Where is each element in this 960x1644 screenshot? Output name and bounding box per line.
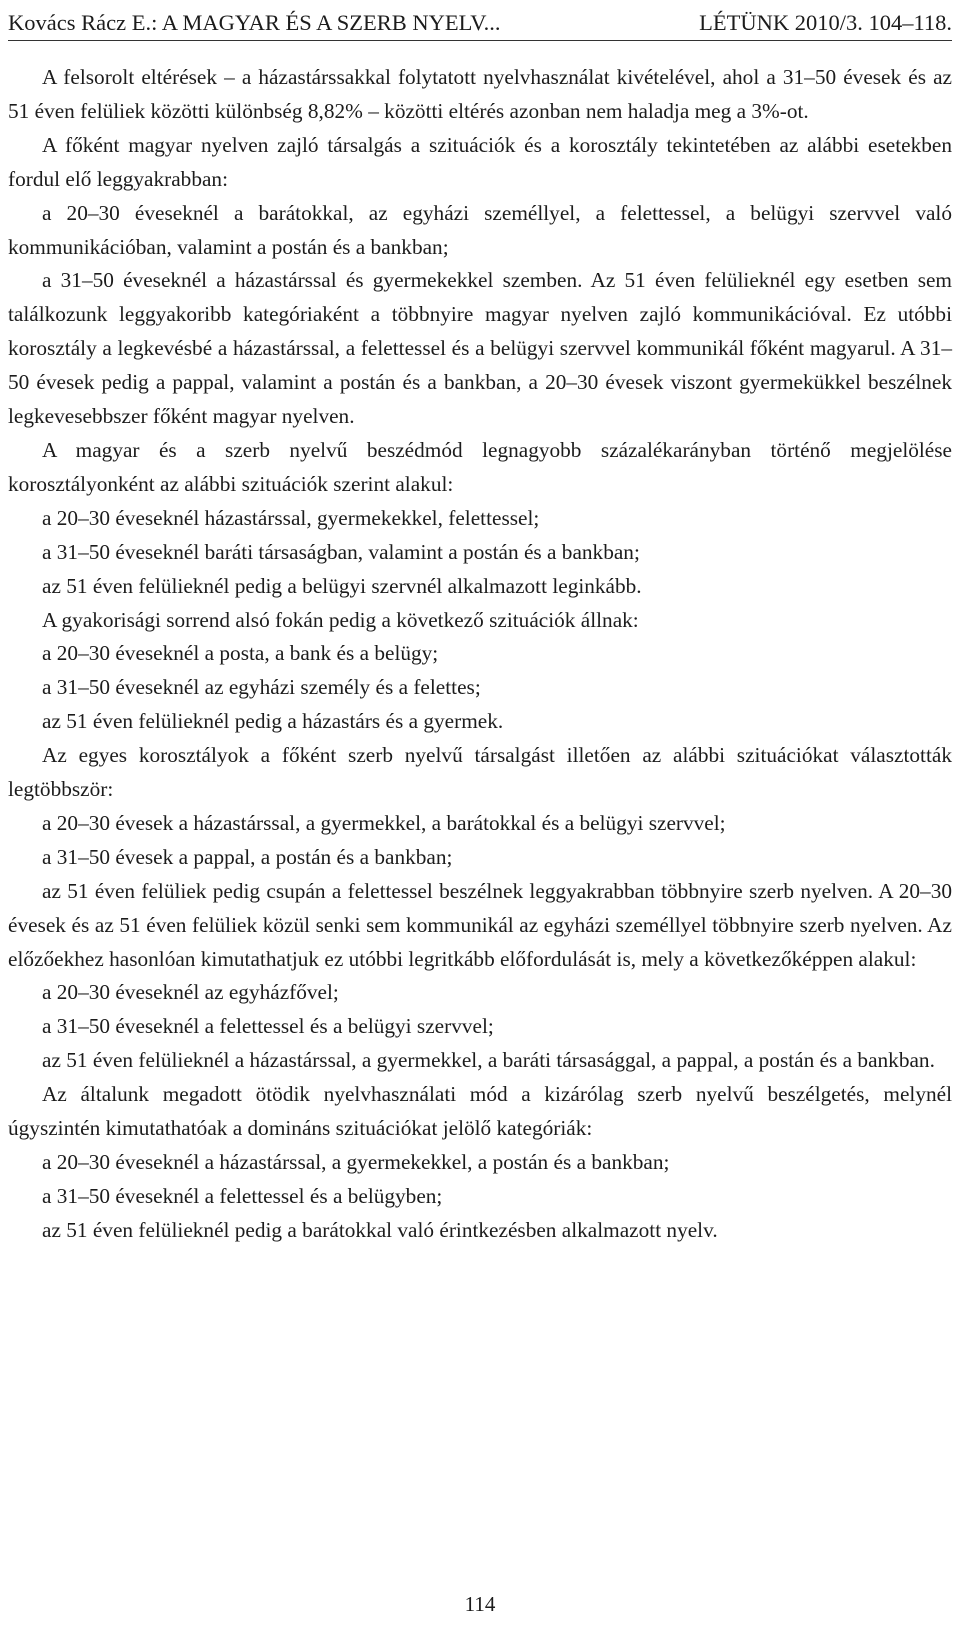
paragraph: A gyakorisági sorrend alsó fokán pedig a következő szituációk állnak: [42, 607, 639, 632]
list-item: a 20–30 éveseknél a házastárssal, a gyermekekkel, a postán és a bankban; [42, 1150, 670, 1174]
list-item: a 31–50 éveseknél az egyházi személy és a felettes; [42, 675, 481, 700]
list-item: a 20–30 éveseknél az egyházfővel; [42, 980, 339, 1005]
paragraph: A felsorolt eltérések – a házastárssakkal folytatott nyelvhasználat kivételével, ahol a 31–50 évesek és az 51 éven felüliek közötti különbség 8,82% – közötti eltérés azonban nem haladja meg a 3%-ot. [8, 65, 952, 123]
list-item: a 20–30 éveseknél házastárssal, gyermekekkel, felettessel; [42, 505, 540, 530]
list-item: a 31–50 éveseknél a felettessel és a belügyben; [42, 1183, 443, 1208]
list-item: az 51 éven felülieknél pedig a barátokkal való érintkezésben alkalmazott nyelv. [42, 1217, 718, 1242]
header-journal-citation: LÉTÜNK 2010/3. 104–118. [699, 10, 952, 35]
page-number: 114 [464, 1592, 496, 1616]
paragraph: A magyar és a szerb nyelvű beszédmód legnagyobb százalékarányban történő megjelölése korosztályonként az alábbi szituációk szerint alakul: [8, 437, 952, 496]
list-item: a 20–30 évesek a házastárssal, a gyermekkel, a barátokkal és a belügyi szervvel; [42, 810, 726, 835]
list-item: a 20–30 éveseknél a posta, a bank és a belügy; [42, 641, 439, 666]
running-header [8, 6, 952, 41]
list-item: az 51 éven felülieknél a házastárssal, a gyermekkel, a baráti társasággal, a pappal, a postán és a bankban. [42, 1048, 935, 1073]
list-item: a 31–50 éveseknél a házastárssal és gyermekekkel szemben. Az 51 éven felülieknél egy esetben sem találkozunk leggyakoribb kategóriaként a többnyire magyar nyelven zajló kommunikációval. Ez utóbbi korosztály a legkevésbé a házastárssal, a felettessel és a belügyi szervvel kommunikál főként magyarul. A 31–50 évesek pedig a pappal, valamint a postán és a bankban, a 20–30 évesek viszont gyermekükkel beszélnek legkevesebbszer főként magyar nyelven. [8, 268, 952, 429]
article-body [8, 61, 952, 1248]
paragraph: A főként magyar nyelven zajló társalgás a szituációk és a korosztály tekintetében az alábbi esetekben fordul elő leggyakrabban: [8, 132, 952, 191]
list-item: a 31–50 évesek a pappal, a postán és a bankban; [42, 844, 453, 869]
list-item: a 31–50 éveseknél baráti társaságban, valamint a postán és a bankban; [42, 539, 640, 564]
paragraph: Az általunk megadott ötödik nyelvhasználati mód a kizárólag szerb nyelvű beszélgetés, melynél úgyszintén kimutathatóak a domináns szituációkat jelölő kategóriák: [8, 1082, 952, 1141]
list-item: az 51 éven felülieknél pedig a házastárs és a gyermek. [42, 709, 504, 734]
list-item: a 31–50 éveseknél a felettessel és a belügyi szervvel; [42, 1014, 494, 1039]
list-item: a 20–30 éveseknél a barátokkal, az egyházi személlyel, a felettessel, a belügyi szervvel való kommunikációban, valamint a postán és a bankban; [8, 200, 952, 259]
list-item: az 51 éven felülieknél pedig a belügyi szervnél alkalmazott leginkább. [42, 573, 642, 598]
list-item: az 51 éven felüliek pedig csupán a felettessel beszélnek leggyakrabban többnyire szerb nyelven. A 20–30 évesek és az 51 éven felüliek közül senki sem kommunikál az egyházi személlyel többnyire szerb nyelven. Az előzőekhez hasonlóan kimutathatjuk ez utóbbi legritkább előfordulását is, mely a következőképpen alakul: [8, 878, 952, 971]
paragraph: Az egyes korosztályok a főként szerb nyelvű társalgást illetően az alábbi szituációkat választották legtöbbször: [8, 743, 952, 802]
header-author-title: Kovács Rácz E.: A MAGYAR ÉS A SZERB NYELV... [8, 10, 501, 35]
